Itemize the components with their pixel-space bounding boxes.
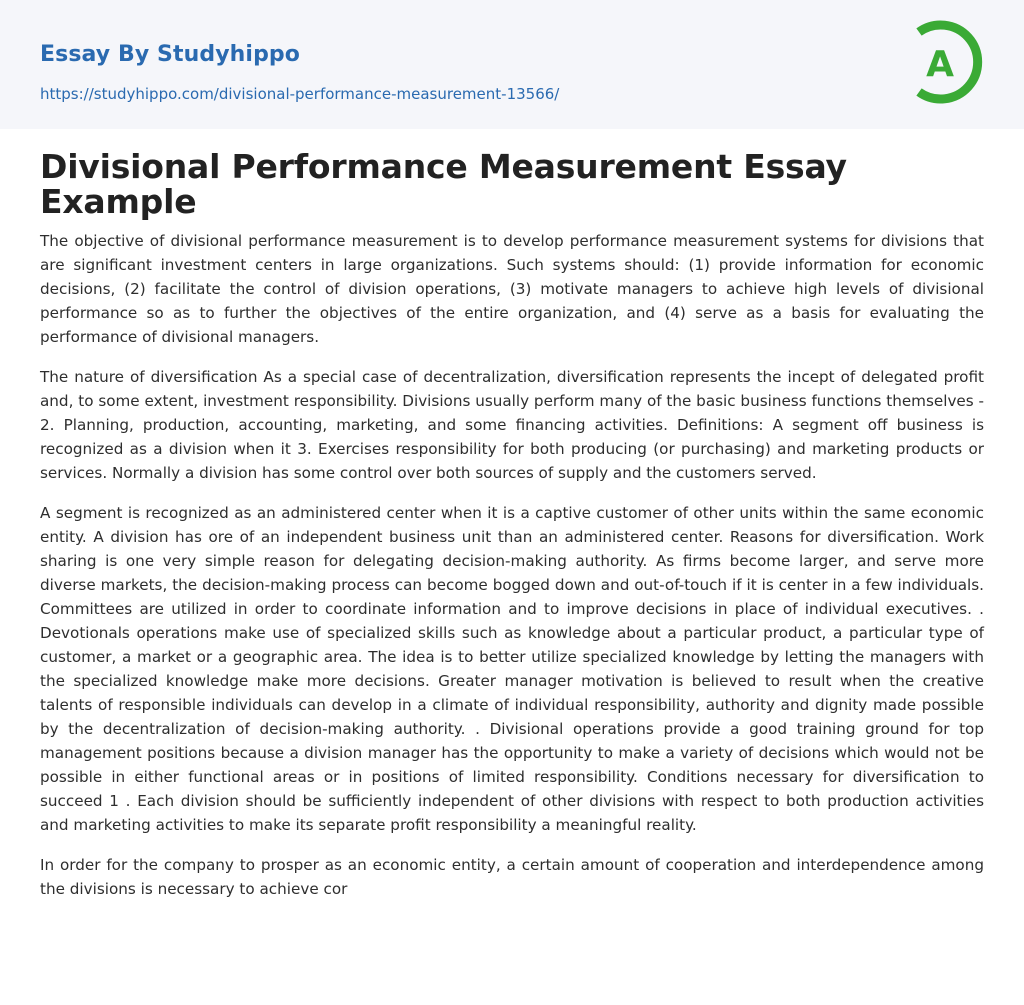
page-title: Divisional Performance Measurement Essay Example <box>40 147 847 221</box>
source-url-link[interactable]: https://studyhippo.com/divisional-performance-measurement-13566/ <box>40 85 560 103</box>
paragraph: In order for the company to prosper as an economic entity, a certain amount of cooperation and interdependence among the divisions is necessary to achieve cor <box>40 856 984 898</box>
paragraph: A segment is recognized as an administered center when it is a captive customer of other units within the same economic entity. A division has ore of an independent business unit than an administered center. Reasons for diversification. Work sharing is one very simple reason for delegating decision-making authority. As firms become larger, and serve more diverse markets, the decision-making process can become bogged down and out-of-touch if it is center in a few individuals. Committees are utilized in order to coordinate information and to improve decisions in place of individual executives. . Devotionals operations make use of specialized skills such as knowledge about a particular product, a particular type of customer, a market or a geographic area. The idea is to better utilize specialized knowledge by letting the managers with the specialized knowledge make more decisions. Greater manager motivation is believed to result when the creative talents of responsible individuals can develop in a climate of individual responsibility, authority and dignity made possible by the decentralization of decision-making authority. . Divisional operations provide a good training ground for top management positions because a division manager has the opportunity to make a variety of decisions which would not be possible in either functional areas or in positions of limited responsibility. Conditions necessary for diversification to succeed 1 . Each division should be sufficiently independent of other divisions with respect to both production activities and marketing activities to make its separate profit responsibility a meaningful reality. <box>40 504 984 834</box>
article-body <box>40 149 984 917</box>
logo-letter: A <box>926 44 954 85</box>
site-brand[interactable]: Essay By Studyhippo <box>40 42 300 67</box>
paragraph: The nature of diversification As a special case of decentralization, diversification represents the incept of delegated profit and, to some extent, investment responsibility. Divisions usually perform many of the basic business functions themselves - 2. Planning, production, accounting, marketing, and some financing activities. Definitions: A segment off business is recognized as a division when it 3. Exercises responsibility for both producing (or purchasing) and marketing products or services. Normally a division has some control over both sources of supply and the customers served. <box>40 368 984 482</box>
studyhippo-logo-icon[interactable] <box>912 19 986 105</box>
page-header <box>0 0 1024 129</box>
paragraph: The objective of divisional performance measurement is to develop performance measurement systems for divisions that are significant investment centers in large organizations. Such systems should: (1) provide information for economic decisions, (2) facilitate the control of division operations, (3) motivate managers to achieve high levels of divisional performance so as to further the objectives of the entire organization, and (4) serve as a basis for evaluating the performance of divisional managers. <box>40 232 984 346</box>
